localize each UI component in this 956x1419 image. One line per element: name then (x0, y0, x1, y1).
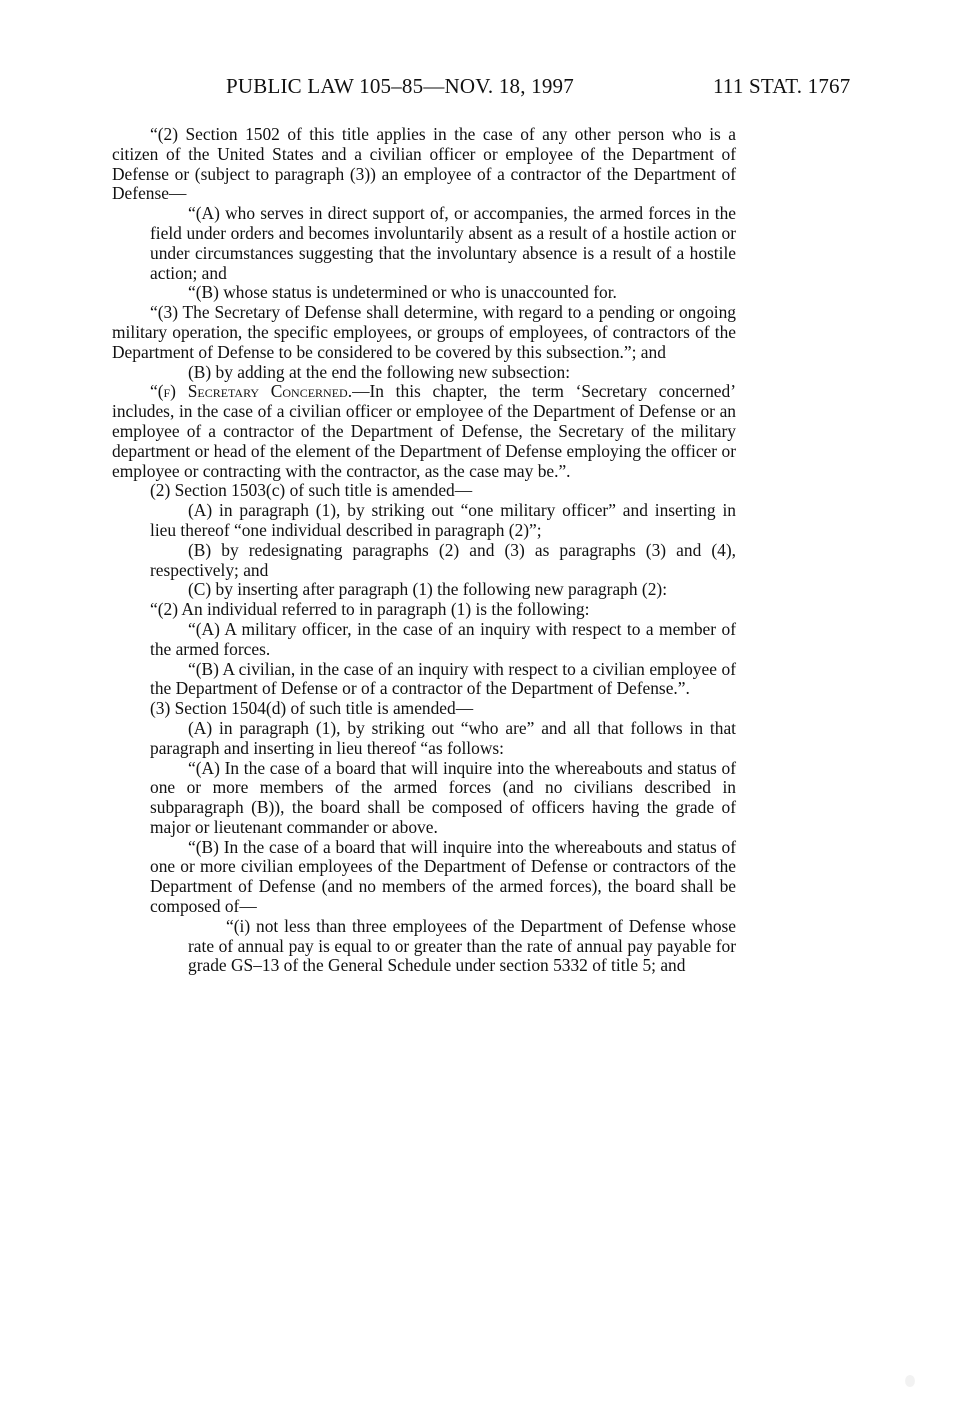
paragraph: (2) Section 1503(c) of such title is amended— (150, 480, 473, 501)
header-title: PUBLIC LAW 105–85—NOV. 18, 1997 (226, 74, 574, 98)
running-header (0, 74, 956, 104)
subparagraph: (B) by adding at the end the following new subsection: (188, 361, 571, 382)
statute-text (112, 125, 736, 976)
subparagraph: (C) by inserting after paragraph (1) the following new paragraph (2): (188, 579, 668, 600)
paragraph: “(3) The Secretary of Defense shall determine, with regard to a pending or ongoing military operation, the specific employees, or groups of employees, of contractors of the Department of Defense to be considered to be covered by this subsection.”; and (112, 302, 736, 362)
subparagraph: “(B) In the case of a board that will inquire into the whereabouts and status of one or more civilian employees of the Department of Defense or contractors of the Department of Defense (and no members of the armed forces), the board shall be composed of— (150, 836, 736, 917)
paragraph: “(2) Section 1502 of this title applies in the case of any other person who is a citizen of the United States and a civilian officer or employee of the Department of Defense or (subject to paragraph (3)) an employee of a contractor of the Department of Defense— (112, 124, 736, 204)
subparagraph: “(B) A civilian, in the case of an inquiry with respect to a civilian employee of the Department of Defense or of a contractor of the Department of Defense.”. (150, 658, 736, 699)
subsection-body: —In this chapter, the term ‘Secretary concerned’ includes, in the case of a civilian officer or employee of the Department of Defense or an employee of a contractor of the Department of Defense, the Secretary of the military department or head of the element of the Department of Defense employing the officer or employee or contracting with the contractor, as the case may be.”. (112, 381, 736, 481)
scan-mark (905, 1375, 915, 1387)
subparagraph: “(A) In the case of a board that will inquire into the whereabouts and status of one or more members of the armed forces (and no civilians described in subparagraph (B)), the board shall be composed of officers having the grade of major or lieutenant commander or above. (150, 757, 736, 837)
subparagraph: “(A) who serves in direct support of, or accompanies, the armed forces in the field under orders and becomes involuntarily absent as a result of a hostile action or under circumstances suggesting that the involuntary absence is a result of a hostile action; and (150, 203, 736, 283)
subparagraph: “(B) whose status is undetermined or who is unaccounted for. (188, 282, 617, 303)
paragraph-f (112, 382, 736, 481)
subparagraph: (A) in paragraph (1), by striking out “one military officer” and inserting in lieu thereof “one individual described in paragraph (2)”; (150, 500, 736, 540)
subparagraph: (A) in paragraph (1), by striking out “who are” and all that follows in that paragraph and inserting in lieu thereof “as follows: (150, 717, 736, 758)
header-stat: 111 STAT. 1767 (713, 74, 851, 98)
paragraph: “(2) An individual referred to in paragraph (1) is the following: (150, 599, 590, 620)
subparagraph: “(A) A military officer, in the case of an inquiry with respect to a member of the armed forces. (150, 618, 736, 659)
subsection-heading: “(f) Secretary Concerned. (150, 381, 353, 402)
clause: “(i) not less than three employees of the Department of Defense whose rate of annual pay is equal to or greater than the rate of annual pay payable for grade GS–13 of the General Schedule under section 5332 of title 5; and (188, 915, 736, 976)
subparagraph: (B) by redesignating paragraphs (2) and (3) as paragraphs (3) and (4), respectively; and (150, 539, 736, 580)
paragraph: (3) Section 1504(d) of such title is amended— (150, 698, 474, 719)
